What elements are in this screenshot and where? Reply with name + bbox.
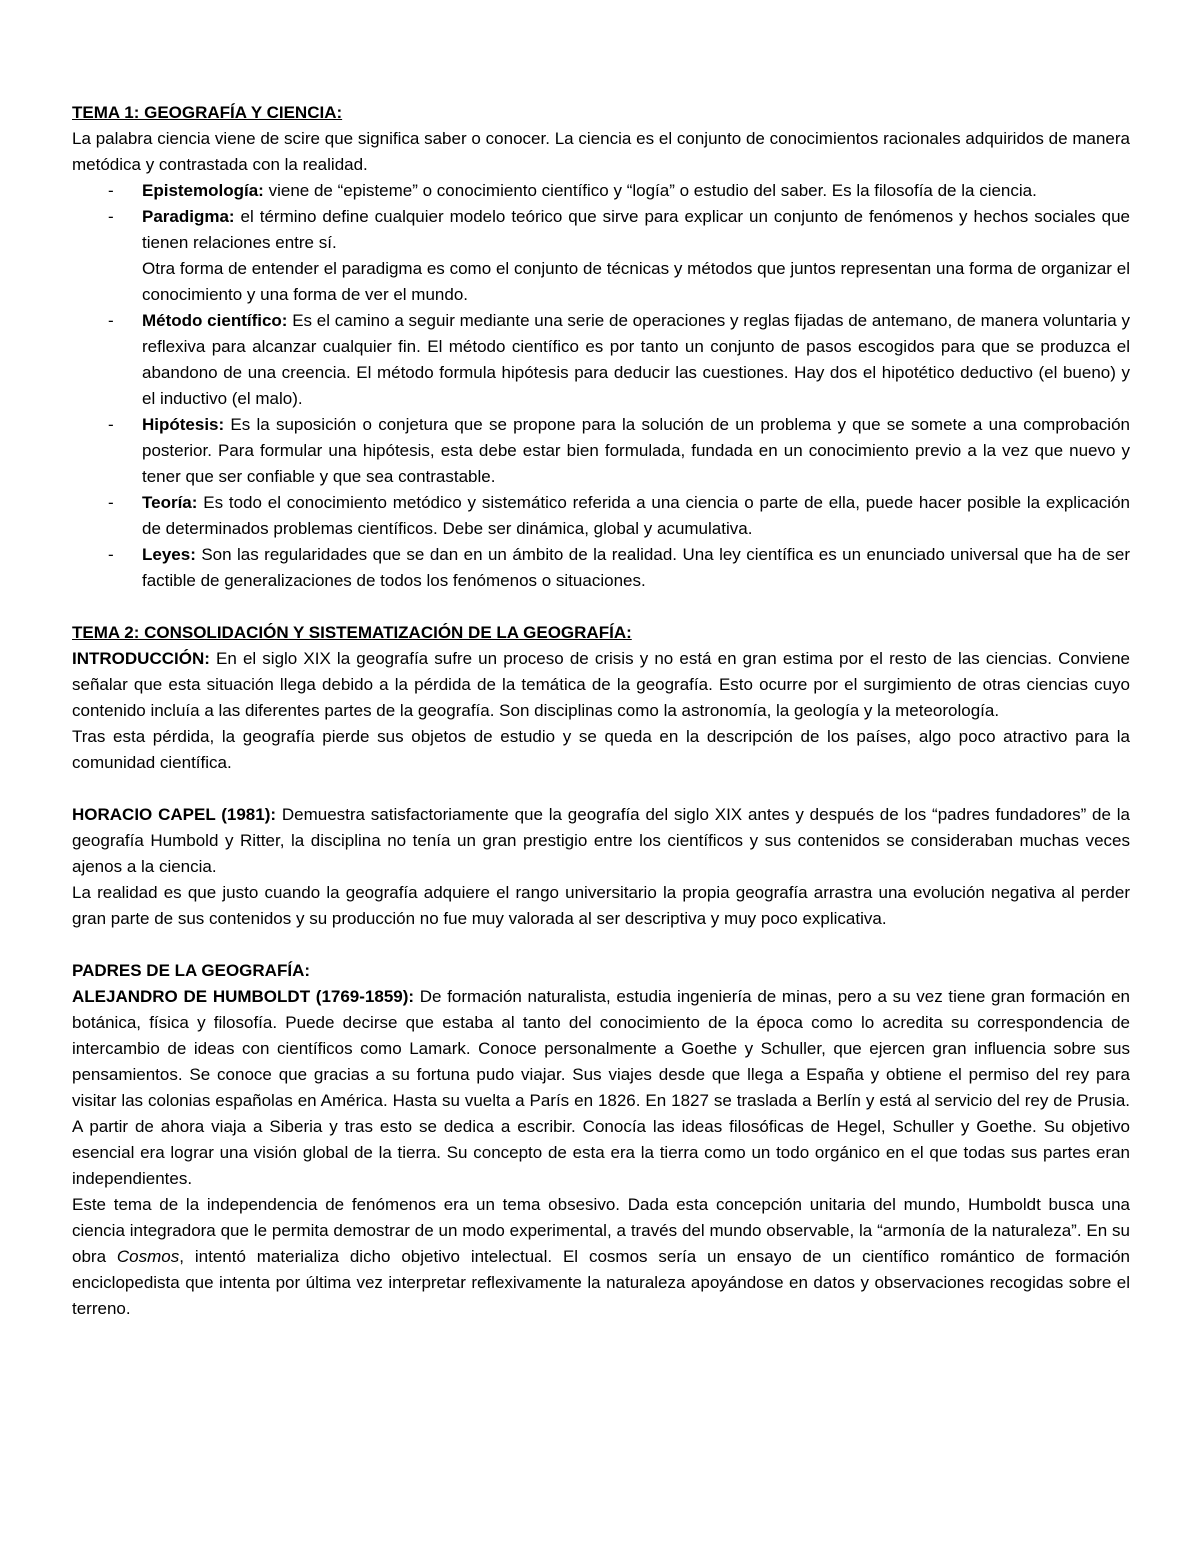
spacer: [72, 776, 1130, 802]
tema2-intro: [72, 646, 1130, 724]
document-page: [72, 100, 1130, 1322]
term-teoria: Teoría:: [142, 493, 198, 512]
humboldt-paragraph: [72, 984, 1130, 1192]
humboldt-p2-a: Este tema de la independencia de fenómenos era un tema obsesivo. Dada esta concepción unitaria del mundo, Humboldt busca una ciencia integradora que le permita demostrar de un modo experimental, a través del mundo observable, la “armonía de la naturaleza”. En su obra: [72, 1195, 1130, 1266]
capel-text: Demuestra satisfactoriamente que la geografía del siglo XIX antes y después de los “padres fundadores” de la geografía Humbold y Ritter, la disciplina no tenía un gran prestigio entre los científicos y sus contenidos se consideraban muchas veces ajenos a la ciencia.: [72, 805, 1130, 876]
definition-metodo: Es el camino a seguir mediante una serie de operaciones y reglas fijadas de antemano, de manera voluntaria y reflexiva para alcanzar cualquier fin. El método científico es por tanto un conjunto de pasos escogidos para que se produzca el abandono de una creencia. El método formula hipótesis para deducir las cuestiones. Hay dos el hipotético deductivo (el bueno) y el inductivo (el malo).: [142, 311, 1130, 408]
term-metodo: Método científico:: [142, 311, 288, 330]
term-capel: HORACIO CAPEL (1981):: [72, 805, 277, 824]
tema1-title: TEMA 1: GEOGRAFÍA Y CIENCIA:: [72, 103, 343, 122]
spacer: [72, 932, 1130, 958]
term-humboldt: ALEJANDRO DE HUMBOLDT (1769-1859):: [72, 987, 415, 1006]
introduccion-text: En el siglo XIX la geografía sufre un proceso de crisis y no está en gran estima por el resto de las ciencias. Conviene señalar que esta situación llega debido a la pérdida de la temática de la geografía. Esto ocurre por el surgimiento de otras ciencias cuyo contenido incluía a las diferentes partes de la geografía. Son disciplinas como la astronomía, la geología y la meteorología.: [72, 649, 1130, 720]
tema1-intro: La palabra ciencia viene de scire que significa saber o conocer. La ciencia es el conjunto de conocimientos racionales adquiridos de manera metódica y contrastada con la realidad.: [72, 129, 1130, 174]
definition-epistemologia: viene de “episteme” o conocimiento científico y “logía” o estudio del saber. Es la filosofía de la ciencia.: [263, 181, 1037, 200]
definition-teoria: Es todo el conocimiento metódico y sistemático referida a una ciencia o parte de ella, puede hacer posible la explicación de determinados problemas científicos. Debe ser dinámica, global y acumulativa.: [142, 493, 1130, 538]
tema1-definitions-list: [72, 178, 1130, 256]
definition-leyes: Son las regularidades que se dan en un ámbito de la realidad. Una ley científica es un enunciado universal que ha de ser factible de generalizaciones de todos los fenómenos o situaciones.: [142, 545, 1130, 590]
humboldt-p2-b: , intentó materializa dicho objetivo intelectual. El cosmos sería un ensayo de un científico romántico de formación enciclopedista que intenta por última vez interpretar reflexivamente la naturaleza apoyándose en datos y observaciones recogidas sobre el terreno.: [72, 1247, 1131, 1318]
term-hipotesis: Hipótesis:: [142, 415, 225, 434]
tema2-intro-p2: Tras esta pérdida, la geografía pierde sus objetos de estudio y se queda en la descripción de los países, algo poco atractivo para la comunidad científica.: [72, 727, 1130, 772]
term-leyes: Leyes:: [142, 545, 196, 564]
tema1-definitions-list-2: [72, 308, 1130, 594]
list-item-metodo: [72, 308, 1130, 412]
padres-title: PADRES DE LA GEOGRAFÍA:: [72, 961, 311, 980]
definition-hipotesis: Es la suposición o conjetura que se propone para la solución de un problema y que se somete a una comprobación posterior. Para formular una hipótesis, esta debe estar bien formulada, fundada en un conocimiento previo a la vez que nuevo y tener que ser confiable y que sea contrastable.: [142, 415, 1130, 486]
cosmos-title: Cosmos: [116, 1247, 180, 1266]
list-item-paradigma: [72, 204, 1130, 256]
term-introduccion: INTRODUCCIÓN:: [72, 649, 210, 668]
humboldt-text: De formación naturalista, estudia ingeniería de minas, pero a su vez tiene gran formación en botánica, física y filosofía. Puede decirse que estaba al tanto del conocimiento de la época como lo acredita su correspondencia de intercambio de ideas con científicos como Lamark. Conoce personalmente a Goethe y Schuller, que ejercen gran influencia sobre sus pensamientos. Se conoce que gracias a su fortuna pudo viajar. Sus viajes desde que llega a España y obtiene el permiso del rey para visitar las colonias españolas en América. Hasta su vuelta a París en 1826. En 1827 se traslada a Berlín y está al servicio del rey de Prusia. A partir de ahora viaja a Siberia y tras esto se dedica a escribir. Conocía las ideas filosóficas de Hegel, Schuller y Goethe. Su objetivo esencial era lograr una visión global de la tierra. Su concepto de esta era la tierra como un todo orgánico en el que todas sus partes eran independientes.: [72, 987, 1130, 1188]
list-item-leyes: [72, 542, 1130, 594]
term-epistemologia: Epistemología:: [142, 181, 264, 200]
paradigma-extra: Otra forma de entender el paradigma es como el conjunto de técnicas y métodos que juntos representan una forma de organizar el conocimiento y una forma de ver el mundo.: [142, 259, 1130, 304]
humboldt-paragraph-2: [72, 1192, 1130, 1322]
definition-paradigma: el término define cualquier modelo teórico que sirve para explicar un conjunto de fenómenos y hechos sociales que tienen relaciones entre sí.: [142, 207, 1130, 252]
capel-paragraph-2: La realidad es que justo cuando la geografía adquiere el rango universitario la propia geografía arrastra una evolución negativa al perder gran parte de sus contenidos y su producción no fue muy valorada al ser descriptiva y muy poco explicativa.: [72, 883, 1130, 928]
list-item-epistemologia: [72, 178, 1130, 204]
list-item-teoria: [72, 490, 1130, 542]
spacer: [72, 594, 1130, 620]
list-item-hipotesis: [72, 412, 1130, 490]
tema2-title: TEMA 2: CONSOLIDACIÓN Y SISTEMATIZACIÓN DE LA GEOGRAFÍA:: [72, 623, 632, 642]
capel-paragraph: [72, 802, 1130, 880]
term-paradigma: Paradigma:: [142, 207, 235, 226]
